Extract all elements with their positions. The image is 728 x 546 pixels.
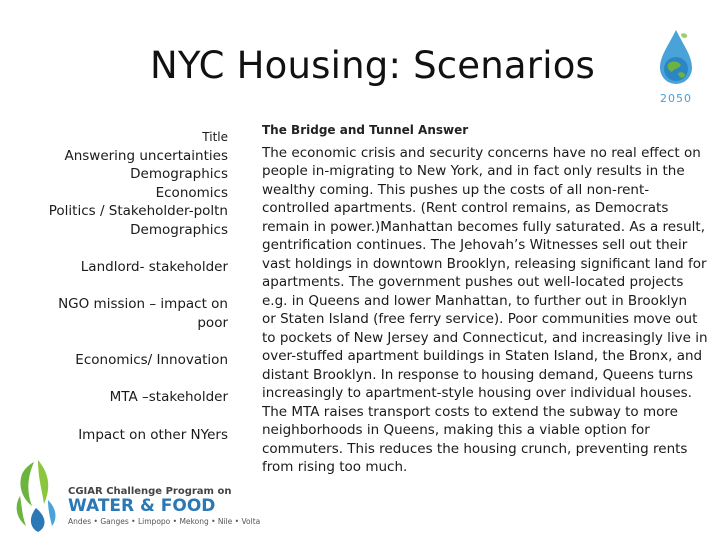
- scenario-body-line: The MTA raises transport costs to extend the subway to more: [262, 403, 678, 420]
- scenario-factors-list: [0, 128, 228, 444]
- scenario-body-line: e.g. in Queens and lower Manhattan, to further out in Brooklyn: [262, 292, 688, 309]
- factor-item: Answering uncertainties: [64, 147, 228, 164]
- factor-item: Demographics: [130, 166, 228, 183]
- scenario-body-line: or Staten Island (free ferry service). Poor communities move out: [262, 311, 698, 327]
- spacer: [0, 407, 228, 426]
- water-drop-globe-logo: [654, 28, 698, 90]
- scenario-body-line: wealthy coming. This pushes up the costs of all non-rent-: [262, 181, 650, 198]
- factor-item: Demographics: [130, 221, 228, 238]
- scenario-body-line: people in-migrating to New York, and in fact only results in the: [262, 163, 685, 179]
- factor-item: MTA –stakeholder: [109, 389, 228, 406]
- scenario-body-line: neighborhoods in Queens, making this a viable option for: [262, 422, 650, 438]
- spacer: [0, 370, 228, 389]
- scenario-body-line: remain in power.)Manhattan becomes fully saturated. As a result,: [262, 218, 706, 235]
- factor-item: NGO mission – impact on: [58, 296, 228, 313]
- factor-item: poor: [197, 314, 228, 331]
- scenario-body-line: over-stuffed apartment buildings in Staten Island, the Bronx, and: [262, 348, 703, 364]
- scenario-body-line: increasingly to apartment-style housing over individual houses.: [262, 385, 692, 401]
- scenario-body: [262, 144, 708, 477]
- scenario-body-line: controlled apartments. (Rent control remains, as Democrats: [262, 200, 669, 216]
- scenario-body-line: distant Brooklyn. In response to housing demand, Queens turns: [262, 366, 694, 383]
- scenario-body-line: The economic crisis and security concerns have no real effect on: [262, 144, 701, 161]
- cgiar-basins: Andes • Ganges • Limpopo • Mekong • Nile • Volta: [68, 517, 261, 526]
- leaf-drop-icon: [8, 456, 66, 536]
- factor-item: Politics / Stakeholder-poltn: [48, 203, 228, 220]
- scenario-body-line: to pockets of New Jersey and Connecticut, and increasingly live in: [262, 329, 708, 346]
- scenario-body-line: vast holdings in downtown Brooklyn, releasing significant land for: [262, 255, 707, 272]
- factor-item: Title: [202, 130, 228, 144]
- slide-title: NYC Housing: Scenarios: [150, 44, 596, 87]
- logo-year: 2050: [660, 92, 692, 105]
- scenario-heading: The Bridge and Tunnel Answer: [262, 123, 469, 137]
- scenario-description: [262, 121, 708, 477]
- cgiar-program-line: CGIAR Challenge Program on: [68, 486, 232, 497]
- factor-item: Economics: [155, 184, 228, 201]
- cgiar-water-food: WATER & FOOD: [68, 496, 216, 516]
- scenario-body-line: apartments. The government pushes out well-located projects: [262, 274, 684, 290]
- factor-item: Landlord- stakeholder: [80, 259, 228, 276]
- spacer: [0, 333, 228, 352]
- scenario-body-line: commuters. This reduces the housing crunch, preventing rents: [262, 440, 688, 457]
- factor-item: Economics/ Innovation: [75, 352, 228, 369]
- spacer: [0, 240, 228, 259]
- factor-item: Impact on other NYers: [78, 426, 228, 443]
- scenario-body-line: gentrification continues. The Jehovah’s Witnesses sell out their: [262, 237, 688, 253]
- cgiar-logo: [8, 456, 261, 536]
- spacer: [0, 277, 228, 296]
- scenario-body-line: from rising too much.: [262, 459, 408, 475]
